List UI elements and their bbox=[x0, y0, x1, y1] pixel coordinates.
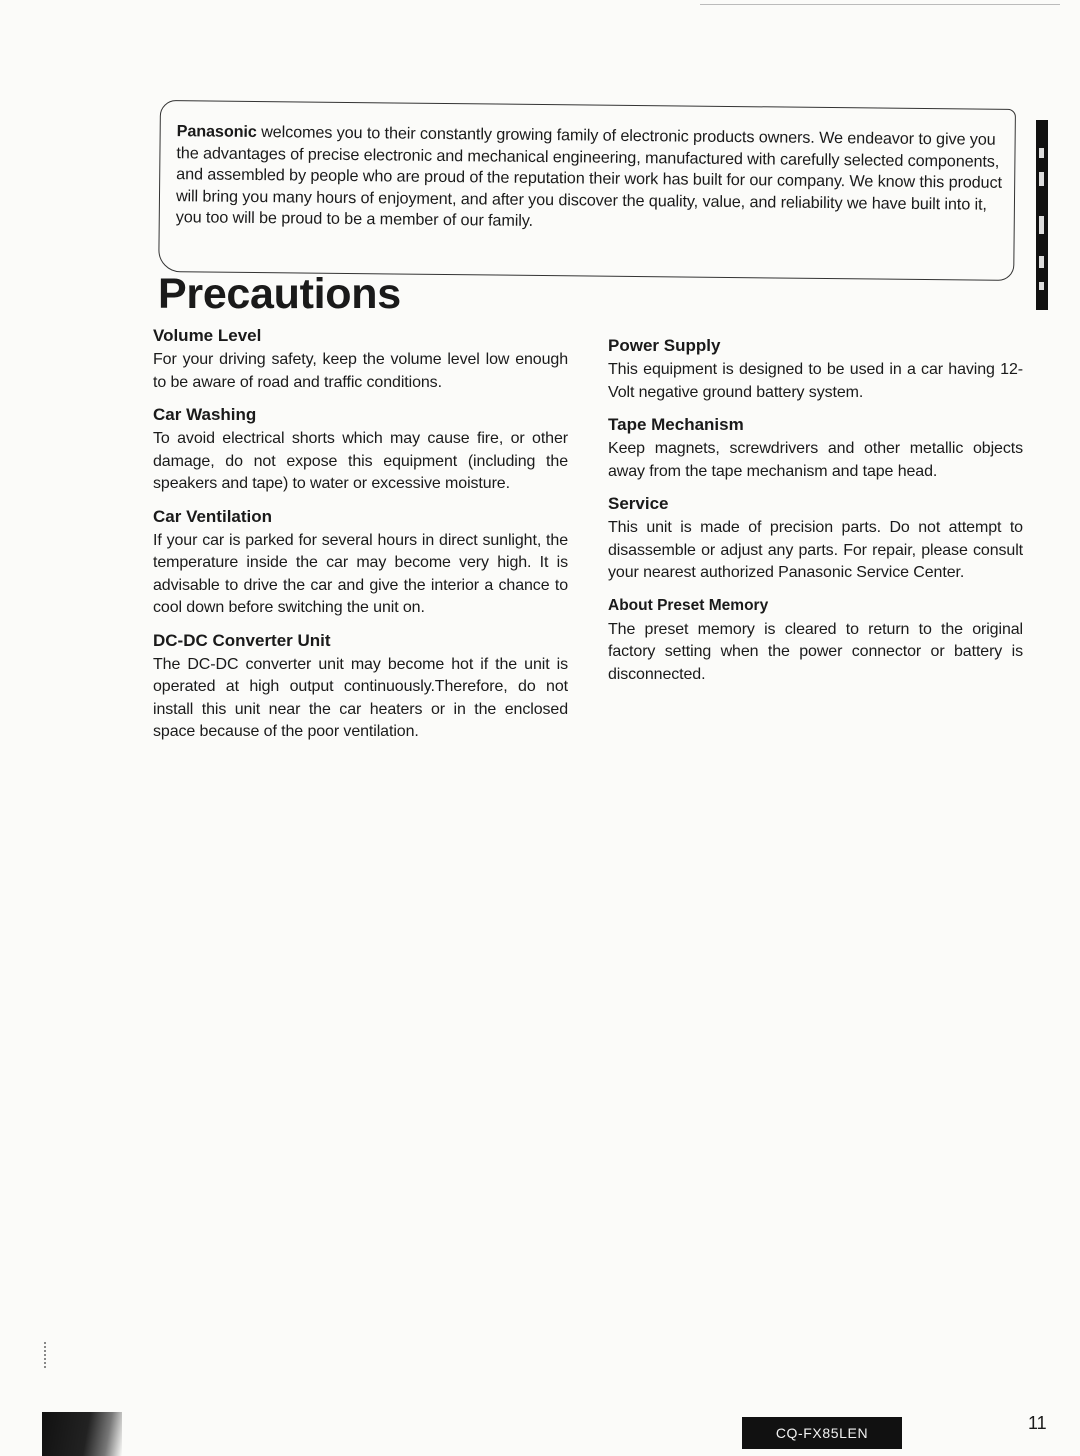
model-label: CQ-FX85LEN bbox=[742, 1417, 902, 1449]
section-heading: Car Washing bbox=[153, 405, 257, 424]
intro-paragraph bbox=[176, 121, 1005, 237]
section-about-preset-memory bbox=[608, 596, 1023, 687]
left-column bbox=[153, 326, 568, 755]
brand-name: Panasonic bbox=[176, 122, 257, 142]
section-car-ventilation bbox=[153, 507, 568, 620]
section-heading: DC-DC Converter Unit bbox=[153, 630, 331, 650]
section-body: The preset memory is cleared to return to the original factory setting when the power connector or battery is disconnected. bbox=[608, 620, 1023, 683]
section-tape-mechanism bbox=[608, 415, 1023, 483]
scan-corner-mark bbox=[42, 1412, 122, 1456]
section-body: For your driving safety, keep the volume level low enough to be aware of road and traffic conditions. bbox=[153, 351, 568, 391]
section-body: Keep magnets, screwdrivers and other metallic objects away from the tape mechanism and tape head. bbox=[608, 440, 1023, 480]
page-title: Precautions bbox=[158, 270, 401, 318]
scan-edge-line bbox=[700, 4, 1060, 5]
page-number: 11 bbox=[1028, 1413, 1047, 1433]
intro-box bbox=[158, 100, 1016, 281]
section-body: The DC-DC converter unit may become hot if the unit is operated at high output continuously.Therefore, do not install this unit near the car heaters or in the enclosed space because of the poor ventilation. bbox=[153, 655, 568, 740]
section-body: This equipment is designed to be used in a car having 12-Volt negative ground battery system. bbox=[608, 361, 1023, 401]
section-power-supply bbox=[608, 336, 1023, 404]
section-heading: Power Supply bbox=[608, 336, 721, 355]
section-heading: Car Ventilation bbox=[153, 506, 273, 526]
section-dc-dc-converter bbox=[153, 631, 568, 744]
section-body: If your car is parked for several hours in direct sunlight, the temperature inside the car may become very high. It is advisable to drive the car and give the interior a chance to cool down before switching the unit on. bbox=[153, 531, 568, 616]
section-car-washing bbox=[153, 405, 568, 496]
intro-text: welcomes you to their constantly growing family of electronic products owners. We endeavor to give you the advantages of precise electronic and mechanical engineering, manufactured with carefully selected components, and assembled by people who are proud of the reputation their work has built for our company. We know this product will bring you many hours of enjoyment, and after you discover the quality, value, and reliability we have built into it, you too will be proud to be a member of our family. bbox=[175, 123, 1003, 230]
section-heading: About Preset Memory bbox=[608, 596, 769, 614]
section-body: This unit is made of precision parts. Do not attempt to disassemble or adjust any parts. For repair, please consult your nearest authorized Panasonic Service Center. bbox=[608, 519, 1023, 581]
section-service bbox=[608, 494, 1023, 585]
section-heading: Tape Mechanism bbox=[608, 415, 744, 434]
section-heading: Volume Level bbox=[153, 326, 262, 345]
scan-speck bbox=[44, 1342, 49, 1368]
language-side-tab bbox=[1036, 120, 1048, 310]
right-column bbox=[608, 336, 1023, 697]
section-heading: Service bbox=[608, 494, 669, 513]
section-body: To avoid electrical shorts which may cause fire, or other damage, do not expose this equipment (including the speakers and tape) to water or excessive moisture. bbox=[153, 430, 568, 492]
section-volume-level bbox=[153, 326, 568, 394]
